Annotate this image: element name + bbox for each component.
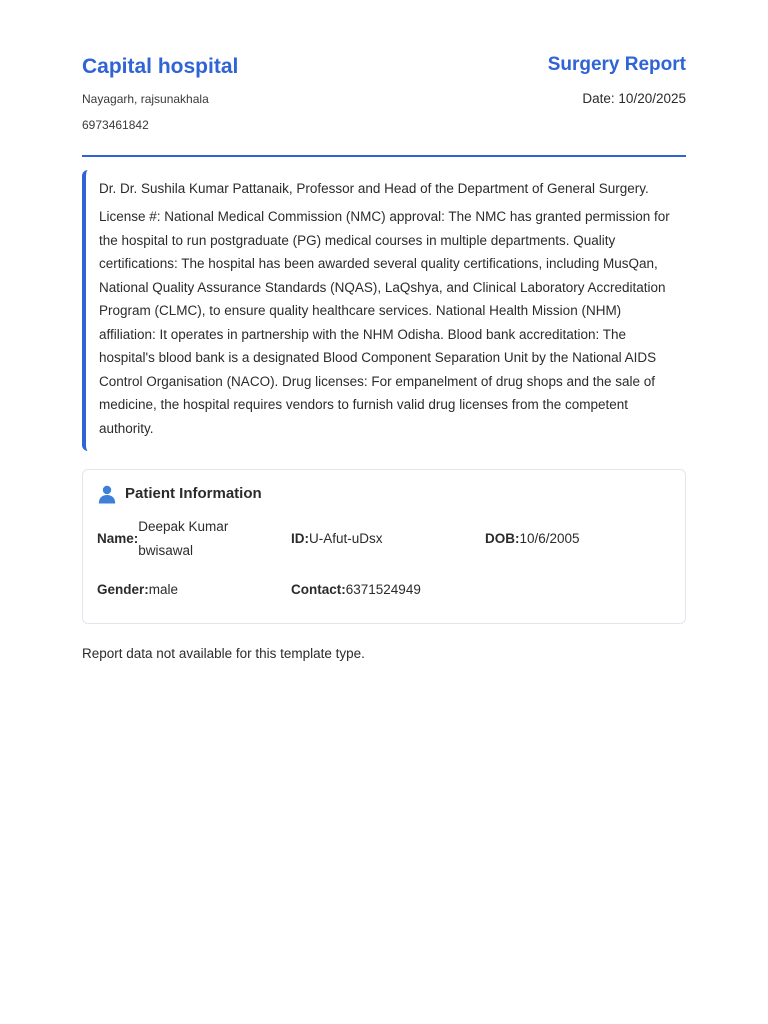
hospital-address: Nayagarh, rajsunakhala <box>82 92 209 106</box>
patient-id-label: ID: <box>291 531 309 546</box>
patient-name-field <box>97 514 238 564</box>
doctor-info-block <box>82 170 686 451</box>
patient-info-header <box>97 484 262 504</box>
patient-gender-value: male <box>148 582 179 597</box>
doctor-license: License #: National Medical Commission (NMC) approval: The NMC has granted permission for the hospital to run postgraduate (PG) medical courses in multiple departments. Quality certifications: The hospital has been awarded several quality certifications, including MusQan, National Quality Assurance Standards (NQAS), LaQshya, and Clinical Laboratory Accreditation Program (CLMC), to ensure quality healthcare services. National Health Mission (NHM) affiliation: It operates in partnership with the NHM Odisha. Blood bank accreditation: The hospital's blood bank is a designated Blood Component Separation Unit by the National AIDS Control Organisation (NACO). Drug licenses: For empanelment of drug shops and the sale of medicine, the hospital requires vendors to furnish valid drug licenses from the competent authority. <box>99 209 670 436</box>
report-status-message: Report data not available for this template type. <box>82 646 365 661</box>
patient-contact-field <box>291 578 421 602</box>
report-date: Date: 10/20/2025 <box>582 91 686 106</box>
patient-dob-value: 10/6/2005 <box>519 531 580 546</box>
report-title: Surgery Report <box>547 54 686 75</box>
patient-contact-label: Contact: <box>291 582 346 597</box>
patient-name-value: Deepak Kumar bwisawal <box>138 519 229 558</box>
patient-id-field <box>291 514 383 564</box>
patient-gender-field <box>97 578 178 602</box>
patient-gender-label: Gender: <box>97 582 149 597</box>
patient-info-title: Patient Information <box>125 485 262 502</box>
user-icon <box>97 484 117 504</box>
patient-id-value: U-Afut-uDsx <box>309 531 383 546</box>
hospital-name: Capital hospital <box>82 55 239 78</box>
report-header <box>82 0 686 157</box>
patient-dob-field <box>485 514 580 564</box>
patient-dob-label: DOB: <box>485 531 520 546</box>
patient-contact-value: 6371524949 <box>345 582 421 597</box>
doctor-name: Dr. Dr. Sushila Kumar Pattanaik, Professor and Head of the Department of General Surgery. <box>99 181 649 196</box>
patient-name-label: Name: <box>97 531 139 546</box>
patient-info-card <box>82 469 686 624</box>
report-page <box>82 0 686 661</box>
hospital-phone: 6973461842 <box>82 118 149 132</box>
